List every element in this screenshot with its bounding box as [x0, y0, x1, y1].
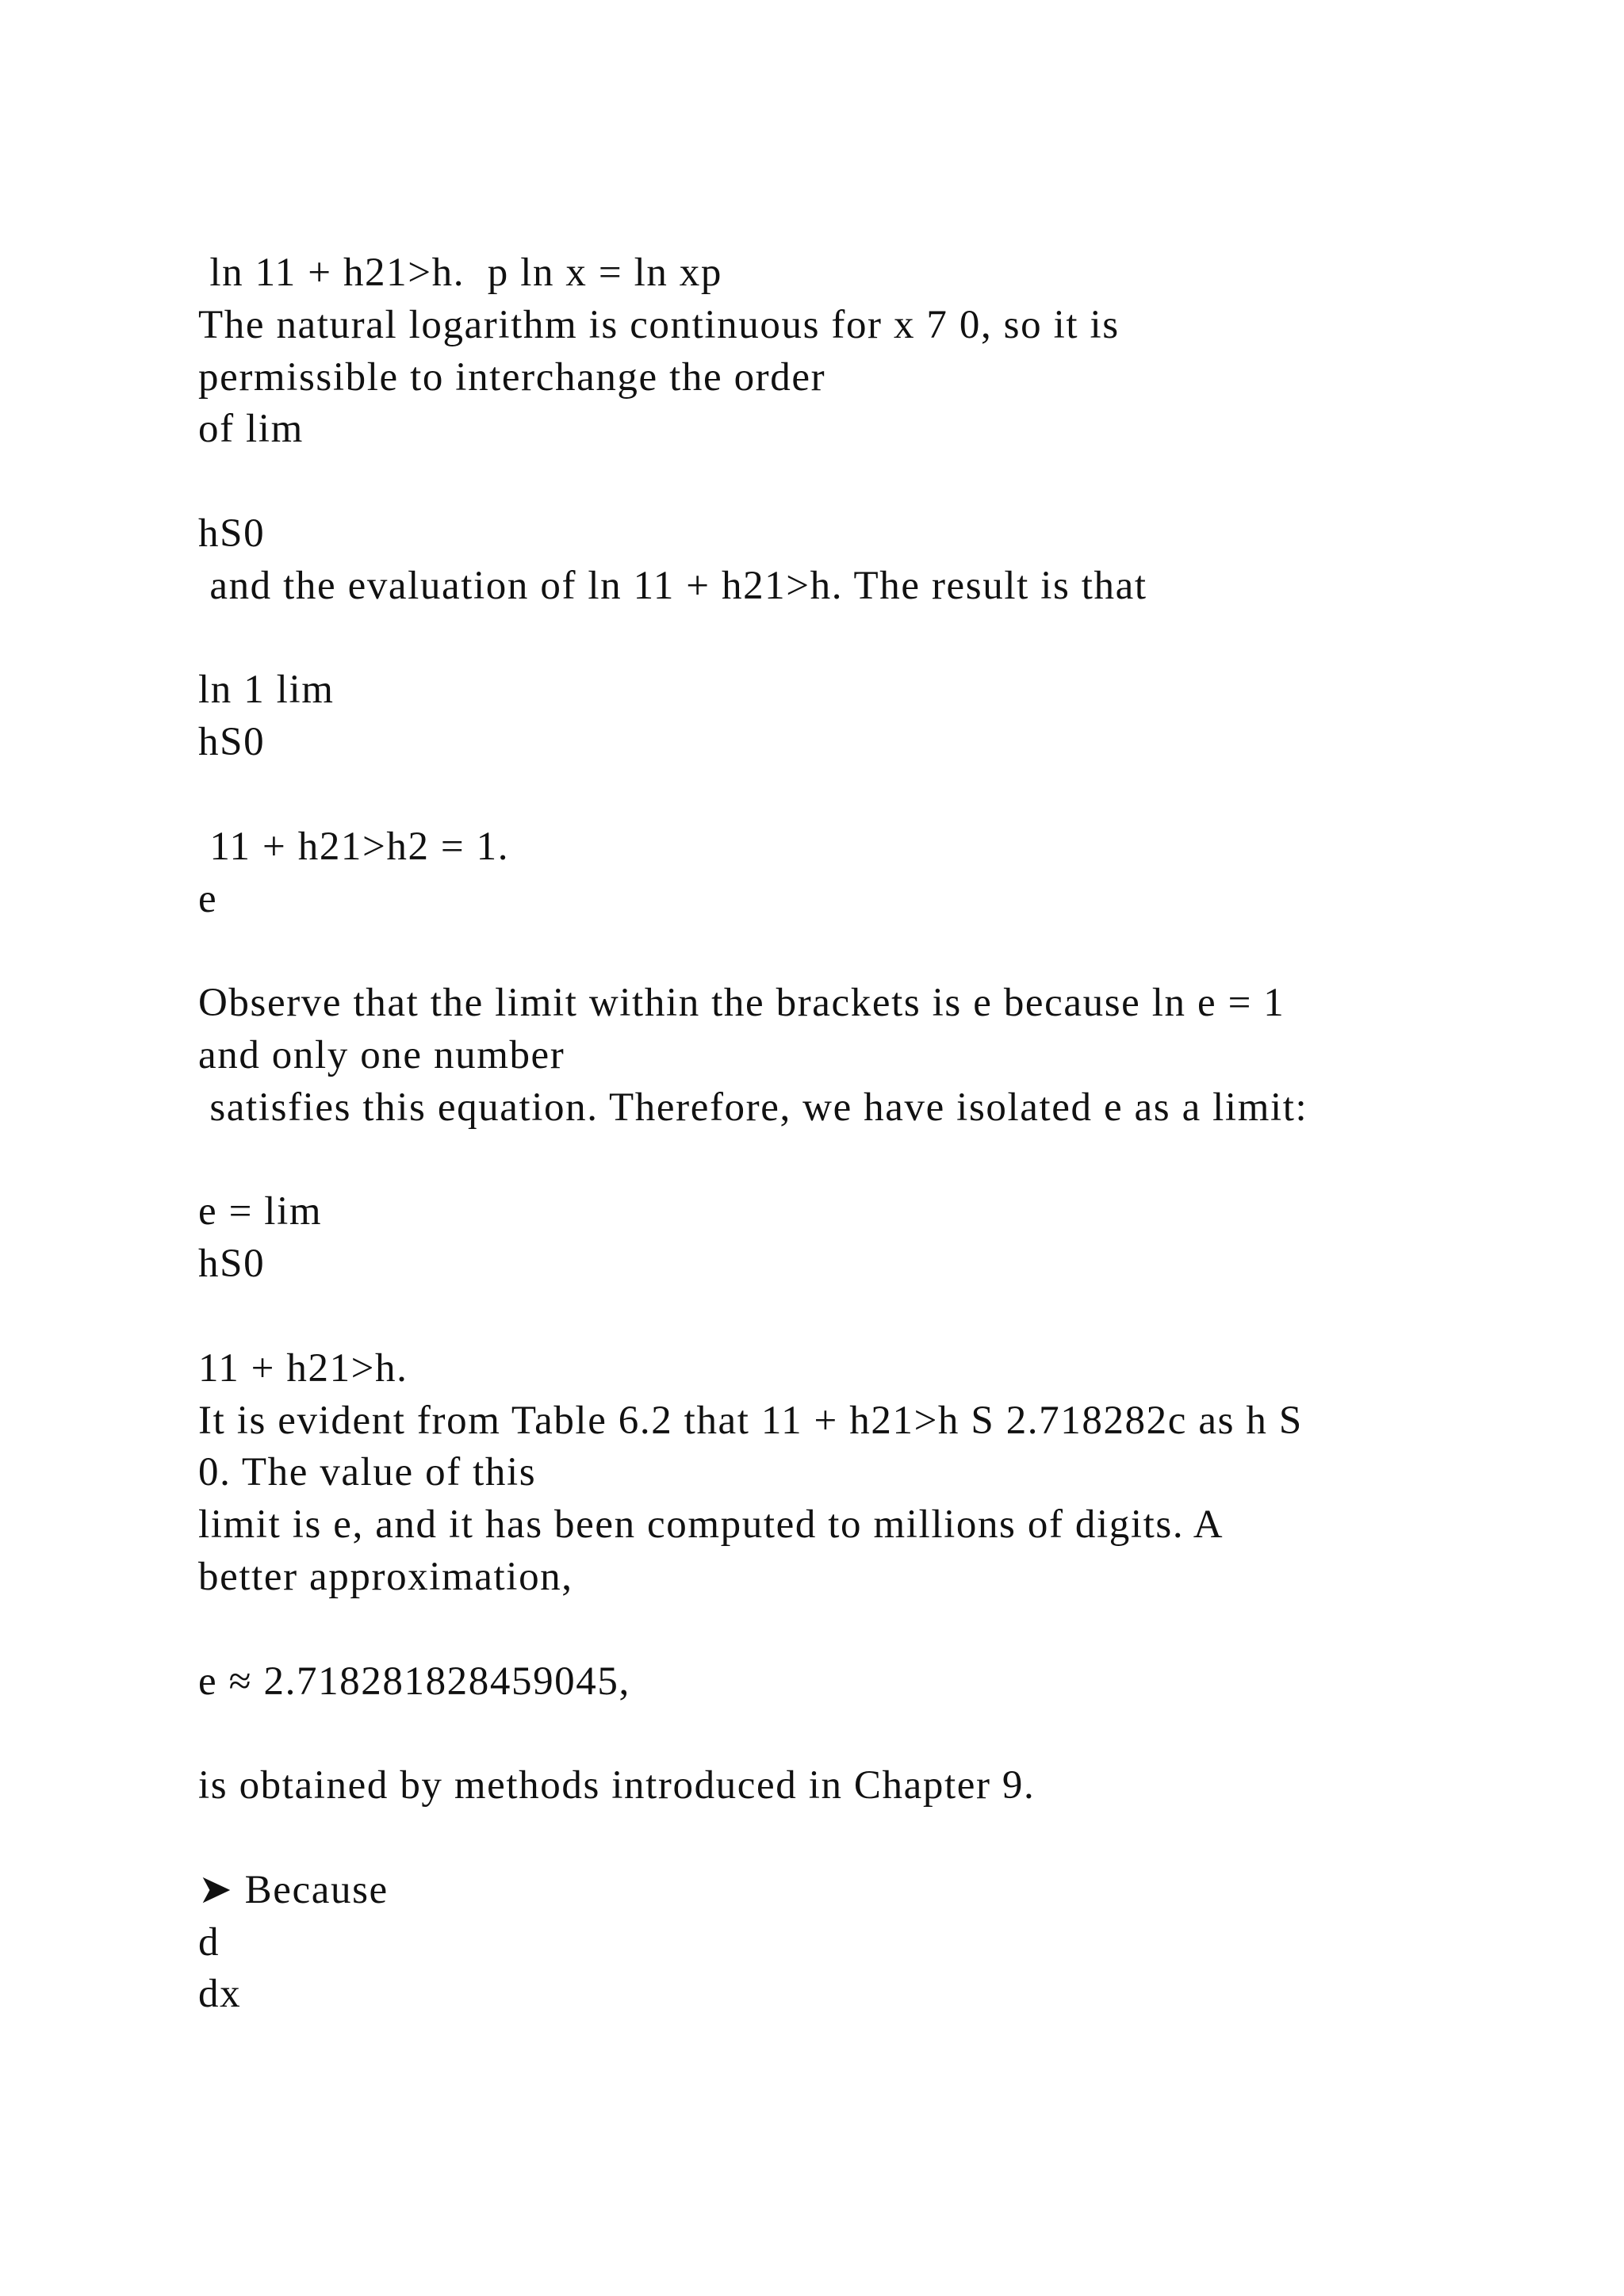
- text-line: hS0: [198, 720, 266, 765]
- blank-line: [198, 456, 1546, 508]
- text-line: 0. The value of this: [198, 1450, 537, 1495]
- text-line: ➤ Because: [198, 1867, 389, 1912]
- text-line: of lim: [198, 407, 304, 452]
- text-line: It is evident from Table 6.2 that 11 + h21>h S 2.718282c as h S: [198, 1398, 1303, 1443]
- text-line: d: [198, 1919, 220, 1965]
- text-line: hS0: [198, 1242, 266, 1287]
- text-line: hS0: [198, 511, 266, 556]
- text-line: 11 + h21>h.: [198, 1345, 408, 1391]
- blank-line: [198, 1291, 1546, 1343]
- text-line: The natural logarithm is continuous for x 7 0, so it is: [198, 302, 1120, 347]
- blank-line: [198, 1708, 1546, 1760]
- text-line: better approximation,: [198, 1554, 573, 1599]
- text-line: dx: [198, 1972, 242, 2017]
- text-line: and only one number: [198, 1032, 565, 1077]
- text-line: limit is e, and it has been computed to millions of digits. A: [198, 1502, 1224, 1548]
- text-line: Observe that the limit within the brackets is e because ln e = 1: [198, 981, 1285, 1026]
- blank-line: [198, 1135, 1546, 1187]
- text-line: permissible to interchange the order: [198, 354, 826, 400]
- text-line: ln 11 + h21>h. p ln x = ln xp: [198, 251, 723, 295]
- text-line: 11 + h21>h2 = 1.: [198, 824, 510, 869]
- blank-line: [198, 1812, 1546, 1865]
- text-line: is obtained by methods introduced in Chapter 9.: [198, 1763, 1036, 1808]
- blank-line: [198, 925, 1546, 978]
- blank-line: [198, 613, 1546, 665]
- text-line: and the evaluation of ln 11 + h21>h. The result is that: [198, 563, 1147, 608]
- text-line: e: [198, 876, 218, 921]
- blank-line: [198, 769, 1546, 821]
- text-line: ln 1 lim: [198, 668, 335, 713]
- blank-line: [198, 1604, 1546, 1656]
- text-line: satisfies this equation. Therefore, we have isolated e as a limit:: [198, 1085, 1308, 1130]
- document-body: [198, 247, 1546, 2021]
- text-line: e ≈ 2.718281828459045,: [198, 1659, 630, 1704]
- text-line: e = lim: [198, 1189, 323, 1234]
